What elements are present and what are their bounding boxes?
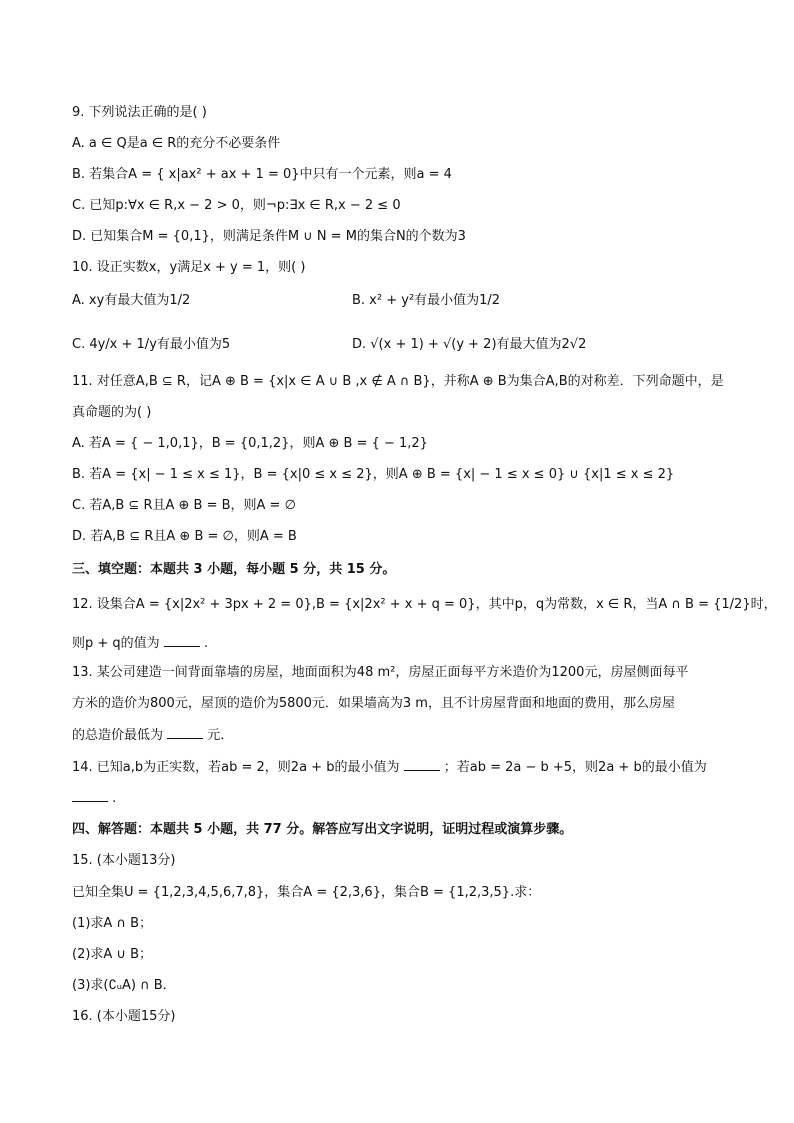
question-15-part-2: (2)求A ∪ B； — [72, 947, 153, 962]
question-13-stem-cont: 方米的造价为800元，屋顶的造价为5800元．如果墙高为3 m，且不计房屋背面和地面的费用，那么房屋 — [72, 696, 675, 711]
question-10-option-b: B. x² + y²有最小值为1/2 — [352, 293, 501, 308]
question-9-option-d: D. 已知集合M = {0,1}，则满足条件M ∪ N = M的集合N的个数为3 — [72, 229, 466, 244]
question-12-stem: 12. 设集合A = {x|2x² + 3px + 2 = 0},B = {x|2x² + x + q = 0}，其中p，q为常数，x ∈ R，当A ∩ B = {1/2}时， — [72, 597, 777, 612]
question-11-option-b: B. 若A = {x| − 1 ≤ x ≤ 1}，B = {x|0 ≤ x ≤ 2}，则A ⊕ B = {x| − 1 ≤ x ≤ 0} ∪ {x|1 ≤ x ≤ 2} — [72, 467, 675, 482]
question-9-option-a: A. a ∈ Q是a ∈ R的充分不必要条件 — [72, 136, 281, 151]
question-12-text: 则p + q的值为 — [72, 636, 160, 651]
question-10-option-a: A. xy有最大值为1/2 — [72, 293, 191, 308]
question-9-option-c: C. 已知p:∀x ∈ R,x − 2 > 0，则¬p:∃x ∈ R,x − 2 ≤ 0 — [72, 198, 401, 213]
question-14-stem-cont — [72, 789, 116, 808]
question-9-option-b: B. 若集合A = { x|ax² + ax + 1 = 0}中只有一个元素，则a = 4 — [72, 167, 452, 182]
question-14-end: . — [112, 791, 117, 806]
question-10-stem: 10. 设正实数x，y满足x + y = 1，则( ) — [72, 260, 306, 275]
question-11-option-c: C. 若A,B ⊆ R且A ⊕ B = B，则A = ∅ — [72, 498, 296, 513]
question-13-text: 的总造价最低为 — [72, 728, 164, 743]
answer-blank — [167, 726, 203, 739]
question-15-part-1: (1)求A ∩ B； — [72, 916, 153, 931]
question-15-stem: 已知全集U = {1,2,3,4,5,6,7,8}，集合A = {2,3,6}，集合B = {1,2,3,5}.求： — [72, 885, 541, 900]
question-10-option-c: C. 4y/x + 1/y有最小值为5 — [72, 337, 231, 352]
question-11-stem: 11. 对任意A,B ⊆ R，记A ⊕ B = {x|x ∈ A ∪ B ,x ∉ A ∩ B}，并称A ⊕ B为集合A,B的对称差．下列命题中，是 — [72, 374, 724, 389]
question-14-text-2: ；若ab = 2a − b +5，则2a + b的最小值为 — [443, 760, 707, 775]
question-12-stem-cont — [72, 634, 208, 653]
answer-blank — [164, 634, 200, 647]
question-11-option-d: D. 若A,B ⊆ R且A ⊕ B = ∅，则A = B — [72, 529, 297, 544]
section-4-heading: 四、解答题：本题共 5 小题，共 77 分。解答应写出文字说明，证明过程或演算步骤。 — [72, 822, 573, 837]
question-11-stem-cont: 真命题的为( ) — [72, 405, 152, 420]
question-13-stem: 13. 某公司建造一间背面靠墙的房屋，地面面积为48 m²，房屋正面每平方米造价为1200元，房屋侧面每平 — [72, 665, 689, 680]
question-15-part-3: (3)求(∁ᵤA) ∩ B． — [72, 978, 176, 993]
question-13-stem-end — [72, 726, 233, 745]
question-15-heading: 15. (本小题13分) — [72, 853, 176, 868]
answer-blank — [72, 789, 108, 802]
answer-blank — [404, 758, 440, 771]
question-11-option-a: A. 若A = { − 1,0,1}，B = {0,1,2}，则A ⊕ B = { − 1,2} — [72, 436, 428, 451]
question-10-option-d: D. √(x + 1) + √(y + 2)有最大值为2√2 — [352, 337, 587, 352]
section-3-heading: 三、填空题：本题共 3 小题，每小题 5 分，共 15 分。 — [72, 562, 396, 577]
question-14-text: 14. 已知a,b为正实数，若ab = 2，则2a + b的最小值为 — [72, 760, 400, 775]
question-14-stem — [72, 758, 707, 777]
question-9-stem: 9. 下列说法正确的是( ) — [72, 105, 207, 120]
question-12-end: . — [203, 636, 209, 651]
question-13-unit: 元． — [207, 728, 234, 743]
question-16-heading: 16. (本小题15分) — [72, 1009, 176, 1024]
